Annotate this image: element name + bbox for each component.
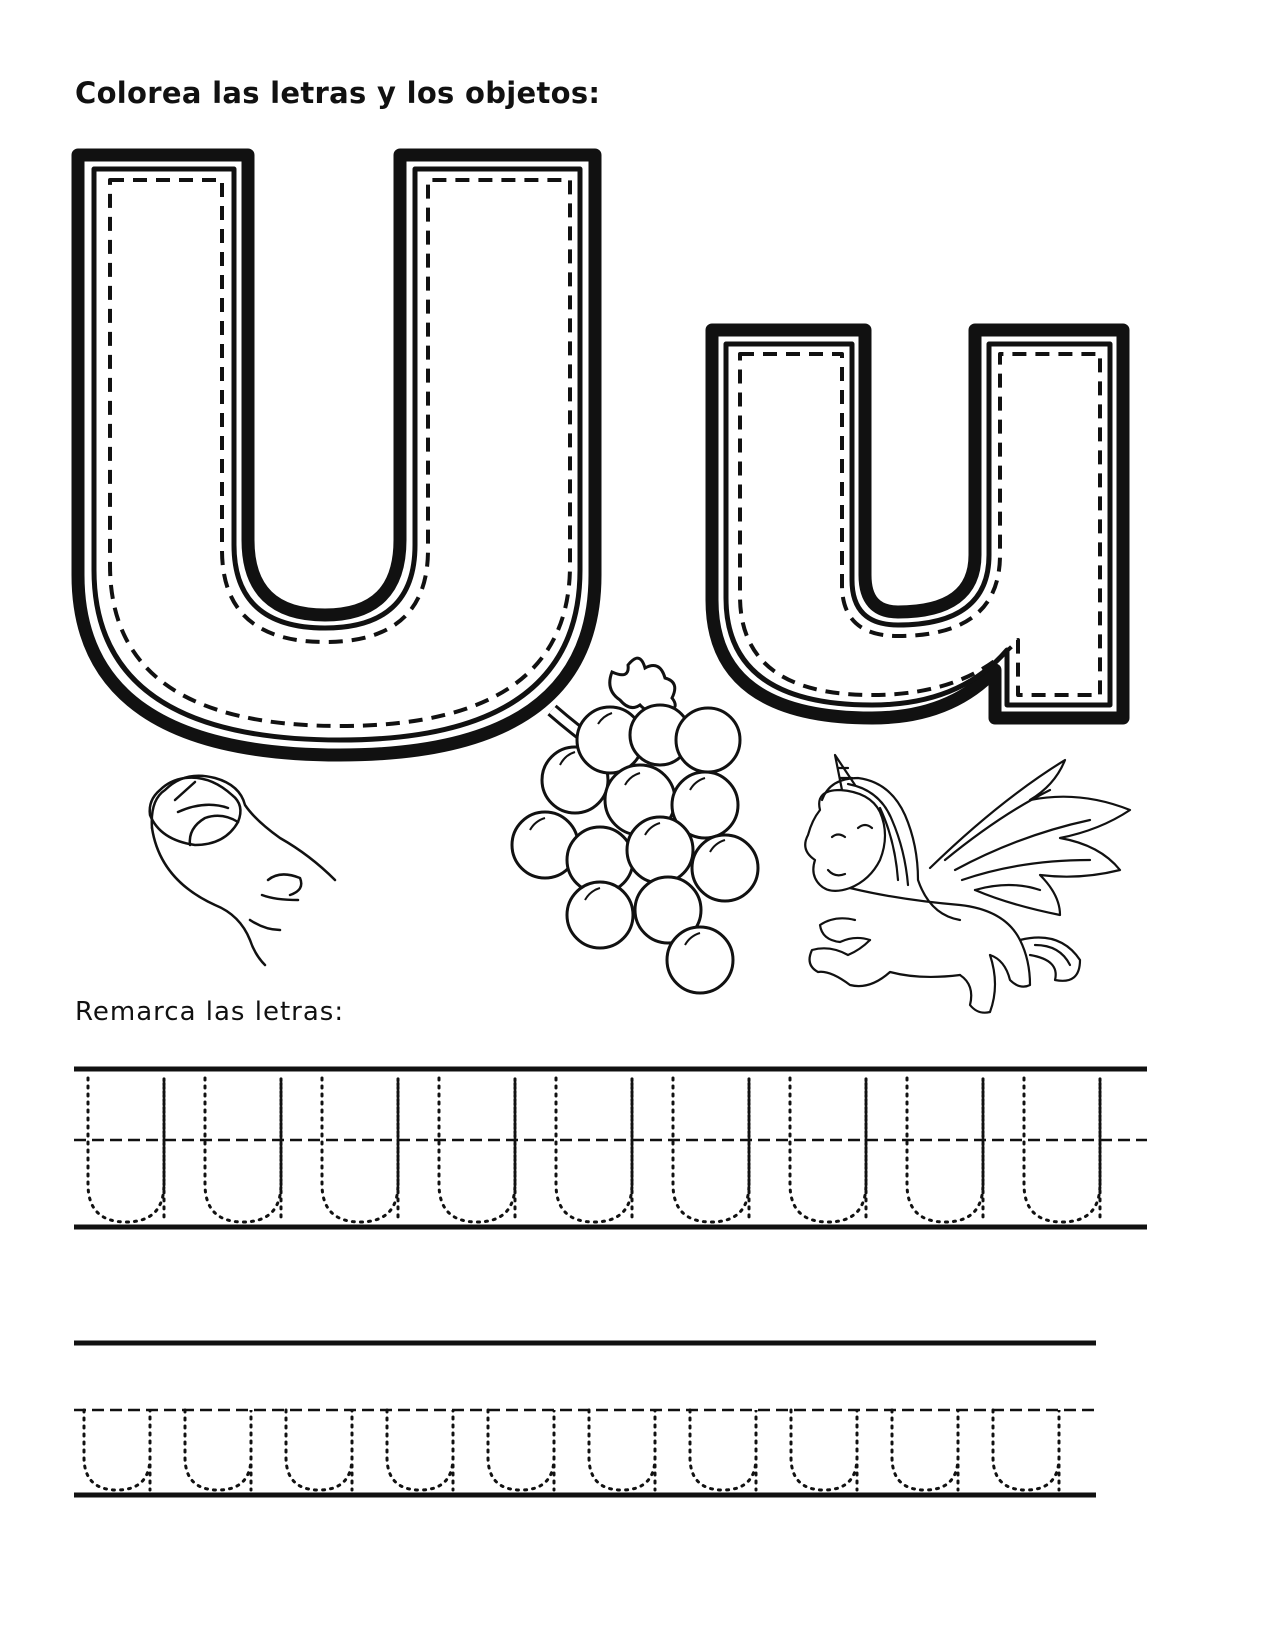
tracing-letter-upper[interactable] <box>790 1078 866 1222</box>
tracing-letter-upper[interactable] <box>205 1078 281 1222</box>
tracing-letter-lower[interactable] <box>84 1410 150 1490</box>
tracing-letter-upper[interactable] <box>88 1078 164 1222</box>
tracing-letter-upper[interactable] <box>556 1078 632 1222</box>
tracing-letters-row-1[interactable] <box>88 1078 1100 1222</box>
tracing-letter-lower[interactable] <box>892 1410 958 1490</box>
tracing-letter-lower[interactable] <box>387 1410 453 1490</box>
tracing-letters-row-2[interactable] <box>84 1410 1059 1490</box>
tracing-instructions: Remarca las letras: <box>75 997 345 1027</box>
tracing-letter-upper[interactable] <box>322 1078 398 1222</box>
tracing-letter-lower[interactable] <box>286 1410 352 1490</box>
tracing-letter-upper[interactable] <box>673 1078 749 1222</box>
tracing-letter-upper[interactable] <box>439 1078 515 1222</box>
thumb-nail-icon[interactable] <box>150 776 335 965</box>
grapes-icon[interactable] <box>512 658 758 993</box>
tracing-letter-lower[interactable] <box>488 1410 554 1490</box>
tracing-letter-lower[interactable] <box>589 1410 655 1490</box>
lowercase-u-outline[interactable] <box>712 330 1123 718</box>
unicorn-icon[interactable] <box>805 755 1130 1013</box>
tracing-letter-upper[interactable] <box>907 1078 983 1222</box>
tracing-letter-lower[interactable] <box>690 1410 756 1490</box>
tracing-letter-lower[interactable] <box>993 1410 1059 1490</box>
tracing-row-1 <box>74 1069 1147 1227</box>
tracing-letter-lower[interactable] <box>791 1410 857 1490</box>
tracing-letter-upper[interactable] <box>1024 1078 1100 1222</box>
worksheet-heading: Colorea las letras y los objetos: <box>75 76 601 110</box>
uppercase-u-outline[interactable] <box>78 155 595 755</box>
tracing-letter-lower[interactable] <box>185 1410 251 1490</box>
tracing-row-2 <box>74 1343 1096 1495</box>
